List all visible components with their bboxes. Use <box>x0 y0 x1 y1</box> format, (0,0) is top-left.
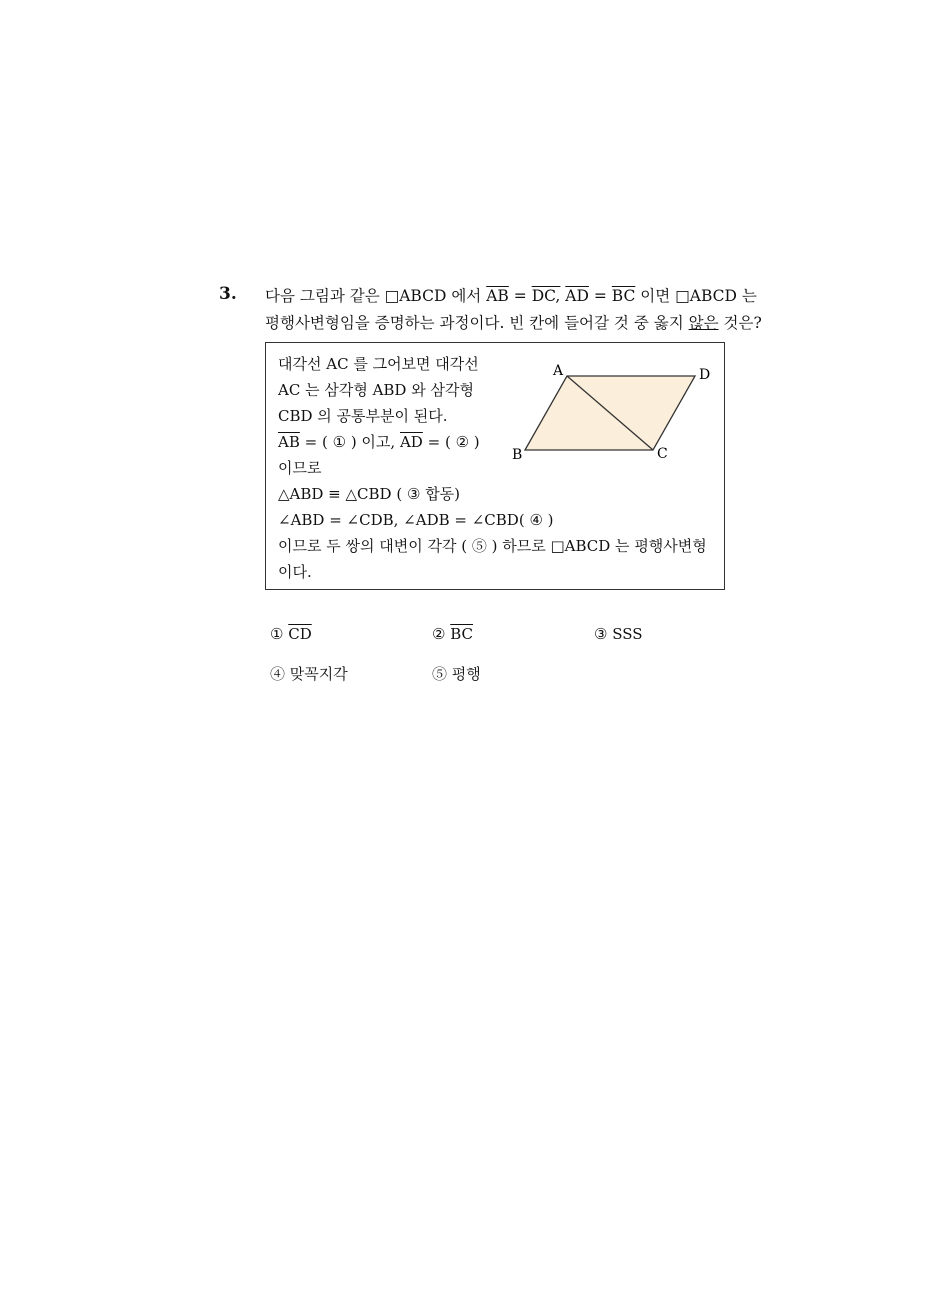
segment-ad: $\overline{AD}$ <box>565 287 589 305</box>
proof-line-4a: = ( ① ) 이고, <box>304 433 396 451</box>
question-number: 3. <box>219 284 237 304</box>
vertex-label-d: D <box>699 367 711 383</box>
choice-3[interactable] <box>594 625 643 643</box>
stem-text-2: 이면 □ABCD 는 <box>640 287 757 305</box>
proof-line-3: CBD 의 공통부분이 된다. <box>278 407 448 425</box>
vertex-label-b: B <box>512 447 523 463</box>
choice-2-text: $\overline{BC}$ <box>450 625 474 643</box>
equals-sign: = <box>513 287 527 305</box>
proof-line-9: 이다. <box>278 563 312 581</box>
choice-5-text: 평행 <box>451 665 481 683</box>
question-stem <box>265 283 765 337</box>
proof-line-4b: = ( ② ) <box>427 433 480 451</box>
equals-sign-2: = <box>593 287 607 305</box>
choice-4-number: ④ <box>270 665 286 683</box>
segment-ad-proof: $\overline{AD}$ <box>399 433 423 451</box>
stem-line-1 <box>265 283 765 310</box>
choice-1[interactable] <box>270 625 312 643</box>
choice-4[interactable] <box>270 663 348 684</box>
emphasis-not: 않은 <box>688 314 719 332</box>
segment-dc: DC, <box>531 287 561 305</box>
proof-line-5: 이므로 <box>278 459 322 477</box>
proof-line-1: 대각선 AC 를 그어보면 대각선 <box>278 355 479 373</box>
vertex-label-c: C <box>657 446 668 462</box>
choice-2-number: ② <box>432 625 446 643</box>
proof-line-7: ∠ABD = ∠CDB, ∠ADB = ∠CBD( ④ ) <box>278 511 554 529</box>
stem-line-2 <box>265 310 765 337</box>
vertex-label-a: A <box>553 363 564 379</box>
choice-5[interactable] <box>432 663 481 684</box>
choice-3-text: SSS <box>612 625 643 643</box>
segment-bc: $\overline{BC}$ <box>611 287 636 305</box>
choice-4-text: 맞꼭지각 <box>289 665 348 683</box>
stem-text-3: 평행사변형임을 증명하는 과정이다. 빈 칸에 들어갈 것 중 옳지 <box>265 314 684 332</box>
proof-line-2: AC 는 삼각형 ABD 와 삼각형 <box>278 381 474 399</box>
choice-1-number: ① <box>270 625 284 643</box>
choice-5-number: ⑤ <box>432 665 448 683</box>
proof-line-4 <box>278 432 480 452</box>
stem-text-1: 다음 그림과 같은 □ABCD 에서 <box>265 287 482 305</box>
proof-line-8: 이므로 두 쌍의 대변이 각각 ( ⑤ ) 하므로 □ABCD 는 평행사변형 <box>278 537 707 555</box>
choice-3-number: ③ <box>594 625 608 643</box>
proof-line-6: △ABD ≡ △CBD ( ③ 합동) <box>278 485 461 503</box>
parallelogram-figure <box>505 352 720 467</box>
stem-text-4: 것은? <box>723 314 762 332</box>
segment-ab: $\overline{AB}$ <box>486 287 509 305</box>
choice-2[interactable] <box>432 625 473 643</box>
choice-1-text: $\overline{CD}$ <box>288 625 312 643</box>
segment-ab-proof: $\overline{AB}$ <box>278 433 300 451</box>
